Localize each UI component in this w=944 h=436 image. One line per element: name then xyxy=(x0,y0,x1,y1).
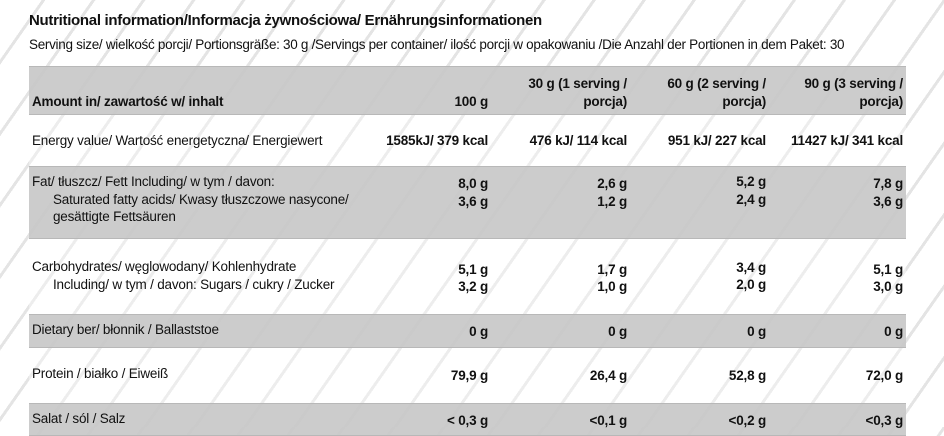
header-30g-line2: porcja) xyxy=(583,94,627,109)
header-100g: 100 g xyxy=(454,94,488,109)
energy-100g: 1585kJ/ 379 kcal xyxy=(386,133,488,148)
energy-label: Energy value/ Wartość energetyczna/ Energiewert xyxy=(32,133,323,148)
energy-90g: 11427 kJ/ 341 kcal xyxy=(790,133,903,148)
fat-30g: 2,6 g xyxy=(597,176,627,191)
carbs-label: Carbohydrates/ węglowodany/ Kohlenhydrate xyxy=(32,259,297,274)
protein-label: Protein / białko / Eiweiß xyxy=(32,366,169,381)
carbs-60g: 3,4 g xyxy=(736,260,766,275)
nutrition-title: Nutritional information/Informacja żywnościowa/ Ernährungsinformationen xyxy=(29,12,542,29)
saturated-label-line2: gesättigte Fettsäuren xyxy=(53,209,176,224)
header-30g-line1: 30 g (1 serving / xyxy=(528,76,627,91)
table-row-carbs xyxy=(29,239,906,315)
header-60g-line1: 60 g (2 serving / xyxy=(667,76,766,91)
table-row-protein xyxy=(29,348,906,404)
saturated-100g: 3,6 g xyxy=(458,194,488,209)
sugars-90g: 3,0 g xyxy=(873,279,903,294)
saturated-90g: 3,6 g xyxy=(873,194,903,209)
fiber-60g: 0 g xyxy=(747,324,766,339)
sugars-60g: 2,0 g xyxy=(736,277,766,292)
fat-60g: 5,2 g xyxy=(736,174,766,189)
header-90g-line1: 90 g (3 serving / xyxy=(804,76,903,91)
fat-100g: 8,0 g xyxy=(458,176,488,191)
saturated-30g: 1,2 g xyxy=(597,194,627,209)
protein-100g: 79,9 g xyxy=(450,368,488,383)
header-60g-line2: porcja) xyxy=(722,94,766,109)
protein-60g: 52,8 g xyxy=(728,368,766,383)
serving-info: Serving size/ wielkość porcji/ Portionsgräße: 30 g /Servings per container/ ilość porcji w opakowaniu /Die Anzahl der Portionen in dem Paket: 30 xyxy=(29,37,845,52)
salt-90g: <0,3 g xyxy=(865,413,903,428)
fiber-label: Dietary ber/ błonnik / Ballaststoe xyxy=(32,322,219,337)
carbs-90g: 5,1 g xyxy=(873,262,903,277)
sugars-100g: 3,2 g xyxy=(458,279,488,294)
fiber-90g: 0 g xyxy=(884,324,903,339)
saturated-60g: 2,4 g xyxy=(736,192,766,207)
energy-30g: 476 kJ/ 114 kcal xyxy=(529,133,627,148)
table-row-energy xyxy=(29,115,906,167)
header-amount-label: Amount in/ zawartość w/ inhalt xyxy=(32,94,224,109)
salt-100g: < 0,3 g xyxy=(447,413,488,428)
table-row-salt xyxy=(29,404,906,436)
salt-label: Salat / sól / Salz xyxy=(32,411,126,426)
energy-60g: 951 kJ/ 227 kcal xyxy=(667,133,766,148)
protein-90g: 72,0 g xyxy=(865,368,903,383)
table-row-fiber xyxy=(29,315,906,348)
fiber-100g: 0 g xyxy=(469,324,488,339)
header-90g-line2: porcja) xyxy=(859,94,903,109)
table-row-fat xyxy=(29,167,906,239)
protein-30g: 26,4 g xyxy=(589,368,627,383)
salt-30g: <0,1 g xyxy=(589,413,627,428)
salt-60g: <0,2 g xyxy=(728,413,766,428)
fiber-30g: 0 g xyxy=(608,324,627,339)
fat-label: Fat/ tłuszcz/ Fett Including/ w tym / davon: xyxy=(32,174,275,189)
saturated-label-line1: Saturated fatty acids/ Kwasy tłuszczowe nasycone/ xyxy=(53,192,349,207)
sugars-30g: 1,0 g xyxy=(597,279,627,294)
carbs-30g: 1,7 g xyxy=(597,262,627,277)
table-header-row xyxy=(29,67,906,115)
sugars-label: Including/ w tym / davon: Sugars / cukry / Zucker xyxy=(53,277,335,292)
nutrition-table xyxy=(29,66,906,436)
carbs-100g: 5,1 g xyxy=(458,262,488,277)
fat-90g: 7,8 g xyxy=(873,176,903,191)
